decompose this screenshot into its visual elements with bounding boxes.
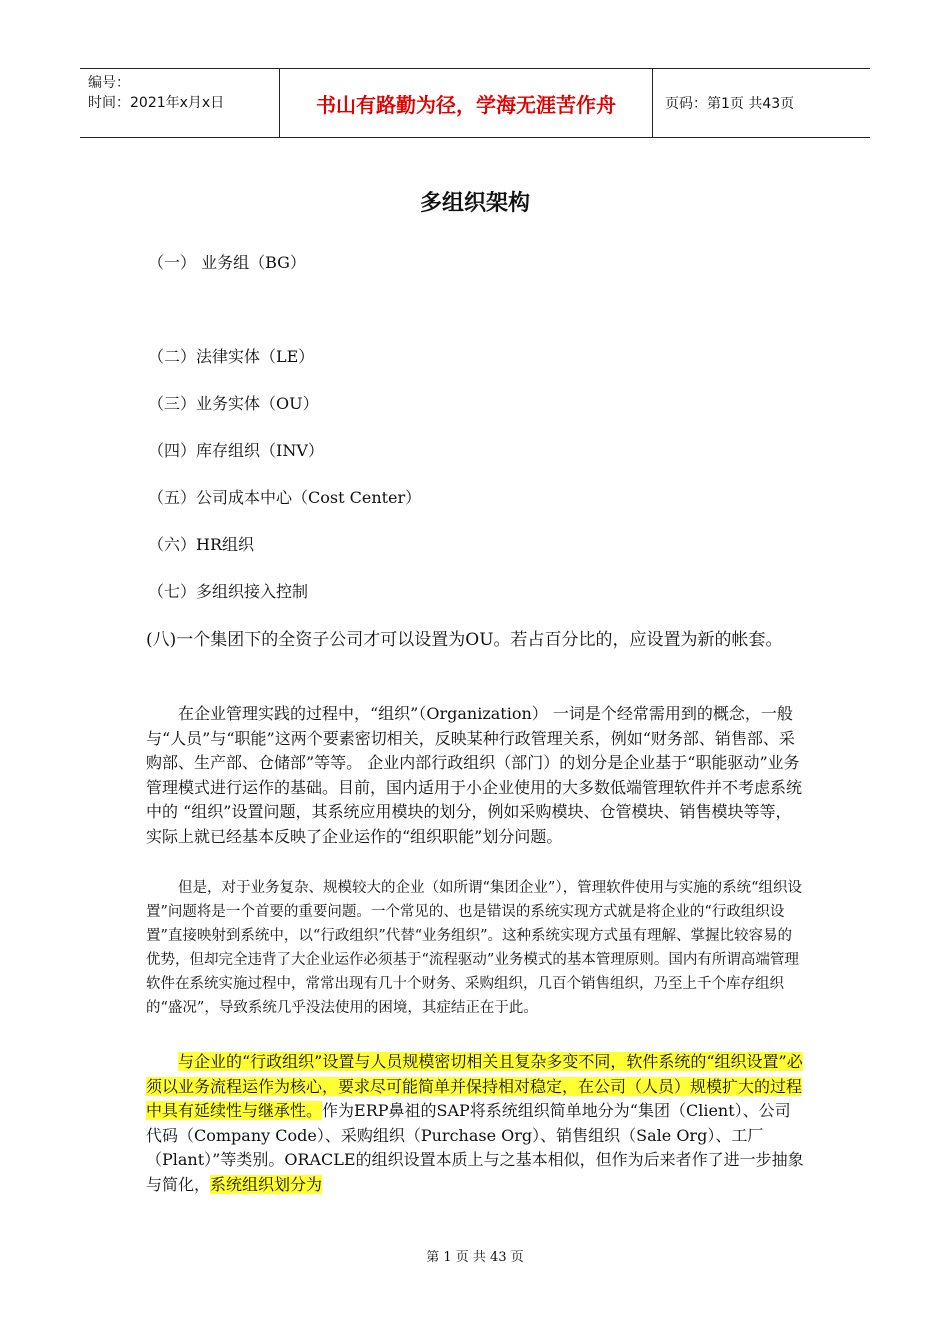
- list-item: （四）库存组织（INV）: [148, 441, 324, 460]
- page-footer: 第 1 页 共 43 页: [426, 1250, 524, 1265]
- list-item: （五）公司成本中心（Cost Center）: [148, 488, 422, 507]
- list-item: （七）多组织接入控制: [148, 582, 309, 601]
- header-page-info: 页码：第1页 共43页: [665, 96, 795, 112]
- body-paragraph-2: 但是，对于业务复杂、规模较大的企业（如所谓“集团企业”），管理软件使用与实施的系统“组织设置”问题将是一个首要的重要问题。一个常见的、也是错误的系统实现方式就是将企业的“行政组织设置”直接映射到系统中，以“行政组织”代替“业务组织”。这种系统实现方式虽有理解、掌握比较容易的优势，但却完全违背了大企业运作必须基于“流程驱动”业务模式的基本管理原则。国内有所谓高端管理软件在系统实施过程中，常常出现有几十个财务、采购组织，几百个销售组织，乃至上千个库存组织的“盛况”，导致系统几乎没法使用的困境，其症结正在于此。: [146, 880, 802, 1016]
- list-item: （六）HR组织: [148, 535, 255, 554]
- body-paragraph-3: [146, 1050, 806, 1197]
- highlighted-text-end: 系统组织划分为: [210, 1174, 323, 1194]
- highlighted-text: 与企业的“行政组织”设置与人员规模密切相关且复杂多变不同，软件系统的“组织设置”必须以业务流程运作为核心，要求尽可能简单并保持相对稳定，在公司（人员）规模扩大的过程中具有延续性与继承性。: [146, 1052, 803, 1120]
- header-table: [80, 68, 870, 138]
- number-label: 编号：: [88, 75, 130, 91]
- list-item: （一） 业务组（BG）: [148, 253, 306, 272]
- list-item: （三）业务实体（OU）: [148, 394, 319, 413]
- list-item-eight: (八)一个集团下的全资子公司才可以设置为OU。若占百分比的，应设置为新的帐套。: [146, 630, 783, 650]
- header-motto: 书山有路勤为径，学海无涯苦作舟: [280, 69, 653, 137]
- list-item: （二）法律实体（LE）: [148, 347, 315, 366]
- time-label: 时间：2021年x月x日: [88, 95, 225, 111]
- body-paragraph-1: 在企业管理实践的过程中，“组织”（Organization） 一词是个经常需用到的概念，一般与“人员”与“职能”这两个要素密切相关，反映某种行政管理关系，例如“财务部、销售部、采购部、生产部、仓储部”等等。 企业内部行政组织（部门）的划分是企业基于“职能驱动”业务管理模式进行运作的基础。目前，国内适用于小企业使用的大多数低端管理软件并不考虑系统中的 “组织”设置问题，其系统应用模块的划分，例如采购模块、仓管模块、销售模块等等，实际上就已经基本反映了企业运作的“组织职能”划分问题。: [146, 704, 803, 846]
- header-meta: [80, 69, 280, 137]
- paragraph-text: 作为ERP鼻祖的SAP将系统组织简单地分为“集团（Client）、公司代码（Company Code）、采购组织（Purchase Org）、销售组织（Sale Org）、工厂（Plant）”等类别。ORACLE的组织设置本质上与之基本相似，但作为后来者作了进一步抽象与简化，: [146, 1101, 804, 1194]
- page-title: 多组织架构: [419, 191, 530, 216]
